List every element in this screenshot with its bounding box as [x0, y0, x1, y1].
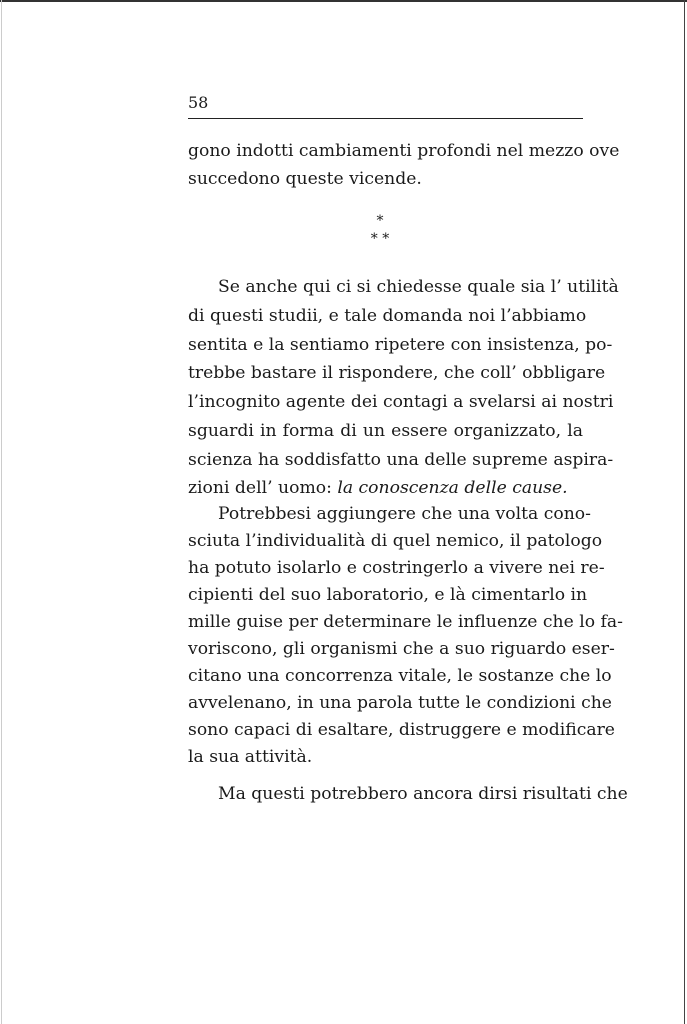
text-line: sono capaci di esaltare, distruggere e modificare — [188, 720, 615, 740]
text-line: sguardi in forma di un essere organizzato, la — [188, 421, 583, 441]
text-line — [188, 477, 583, 499]
text-line: sciuta l’individualità di quel nemico, il patologo — [188, 531, 603, 551]
text-line: cipienti del suo laboratorio, e là cimentarlo in — [188, 585, 588, 605]
text-run: zioni dell’ uomo: — [188, 478, 338, 498]
text-line: Ma questi potrebbero ancora dirsi risultati che — [218, 784, 628, 804]
text-line: trebbe bastare il rispondere, che coll’ obbligare — [188, 363, 606, 383]
asterism-top: * — [376, 213, 384, 229]
text-line: scienza ha soddisfatto una delle supreme aspira- — [188, 450, 614, 470]
scan-edge-top — [0, 0, 687, 2]
italic-phrase: la conoscenza delle cause. — [337, 478, 568, 498]
scan-edge-right — [684, 0, 685, 1024]
text-line: sentita e la sentiamo ripetere con insistenza, po- — [188, 335, 613, 355]
text-line: l’incognito agente dei contagi a svelarsi ai nostri — [188, 392, 614, 412]
page-number: 58 — [188, 93, 209, 112]
text-line: di questi studii, e tale domanda noi l’abbiamo — [188, 306, 587, 326]
scan-edge-left — [1, 0, 2, 1024]
header-rule — [188, 118, 583, 119]
text-line: citano una concorrenza vitale, le sostanze che lo — [188, 666, 612, 686]
asterism-bottom: * * — [370, 231, 390, 247]
asterism-separator — [360, 212, 400, 248]
text-line: ha potuto isolarlo e costringerlo a vivere nei re- — [188, 558, 605, 578]
text-line: avvelenano, in una parola tutte le condizioni che — [188, 693, 612, 713]
text-line: Potrebbesi aggiungere che una volta cono- — [218, 504, 591, 524]
text-line: voriscono, gli organismi che a suo riguardo eser- — [188, 639, 615, 659]
text-line: succedono queste vicende. — [188, 169, 422, 189]
text-line: Se anche qui ci si chiedesse quale sia l’ utilità — [218, 277, 619, 297]
text-line: mille guise per determinare le influenze che lo fa- — [188, 612, 623, 632]
text-line: la sua attività. — [188, 747, 313, 767]
text-line: gono indotti cambiamenti profondi nel mezzo ove — [188, 141, 620, 161]
